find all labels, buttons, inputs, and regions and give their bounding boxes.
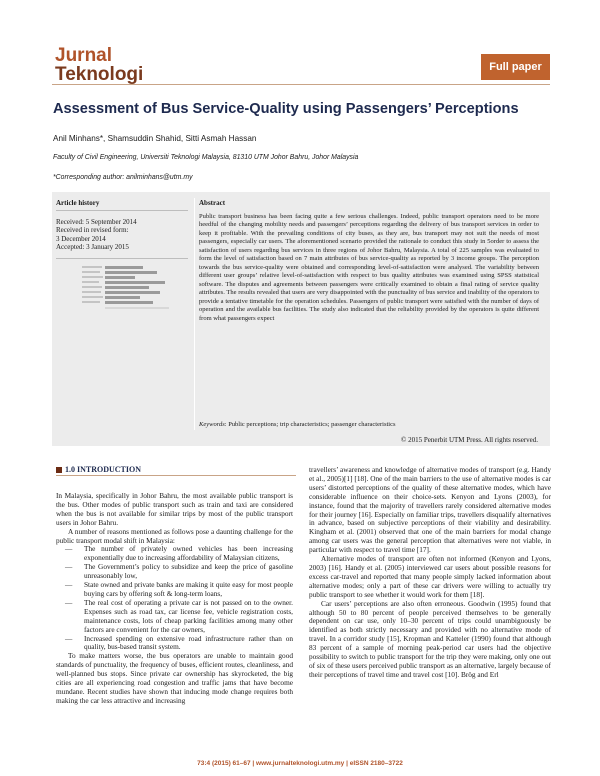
paper-title: Assessment of Bus Service-Quality using Passengers’ Perceptions (53, 101, 519, 117)
bullet-dash: — (65, 544, 73, 554)
history-line: Accepted: 3 January 2015 (56, 243, 129, 252)
full-paper-badge: Full paper (481, 54, 550, 80)
right-column (309, 466, 551, 680)
graphical-abstract-rule (56, 258, 188, 259)
affiliation: Faculty of Civil Engineering, Universiti Teknologi Malaysia, 81310 UTM Johor Bahru, Johor Malaysia (53, 154, 359, 161)
bullet-item: — Increased spending on extensive road infrastructure rather than on quality, bus-based transit system. (65, 633, 293, 652)
section-heading (56, 465, 141, 474)
paragraph: In Malaysia, specifically in Johor Bahru, the most available public transport is the bus. Other modes of public transport such as train and taxi are considered when the bus is not available for similar trips by most of the public transport users in Johor Bahru. (56, 491, 293, 527)
bullet-item: — The real cost of operating a private car is not passed on to the owner. Expenses such as road tax, car license fee, vehicle registration costs, maintenance costs, lots of cheap parking facilities among many other factors are convenient for the car owners, (65, 597, 293, 634)
paragraph: Alternative modes of transport are often not informed (Kenyon and Lyons, 2003) [16]. Handy et al. (2005) interviewed car users about possible reasons for excess car-travel and reported that many people simply lacked information about alternative modes; only a part of these car drivers were willing to actually try public transport to see whether it would work for them [18]. (309, 554, 551, 599)
abstract-heading: Abstract (199, 199, 226, 207)
history-line: Received: 5 September 2014 (56, 218, 137, 226)
history-rule (56, 210, 188, 211)
abstract-body: Public transport business has been facing quite a few serious challenges. Indeed, public transport operators need to be more heedful of the changing mobility needs and passengers’ perceptions regarding the delivery of bus transport services in order to keep it profitable. With the prevailing conditions of city buses, as they are, bus transport may not suit the needs of most passengers, especially car users. The aforementioned scenario provided the rationale to conduct this study in 5order to assess the satisfaction of users regarding bus services in three regions of Johor Bahru, Malaysia. A total of 225 samples was evaluated to form the level of satisfaction based on 7 main attributes of bus service-quality as reported by 3 income groups. The perception towards the bus service-quality were obtained and corresponding level-of-satisfaction were analysed. The variability between different user groups’ relative level-of-satisfaction with respect to bus quality attributes was examined using SPSS statistical software. The disputes and agreements between passengers were critically examined to obtain a final rating of service quality attributes. The results revealed that users are very disappointed with the punctuality of bus service and inability of the operators to provide a tentative timetable for the operation schedules. Passengers of public transport were satisfied with the number of days of operation and the available bus facilities. The study also indicated that the reliability provided by the operators is quite different from what passengers expect (199, 213, 539, 322)
paragraph: Car users’ perceptions are also often erroneous. Goodwin (1995) found that although 50 to 80 percent of people perceived themselves to be generally dependent on car use, only 10–30 percent of trips could unambiguously be identified as both strictly necessary and provided with no alternative mode of travel. In a corridor study [15], Kropman and Katteler (1990) found that although 83 percent of a sample of morning peak-period car users had the objective possibility to switch to public transport for the trip they were making, only one out of six of these users perceived public transport as an alternative, largely because of their perceptions of travel time and travel cost [10]. Brög and Erl (309, 598, 551, 679)
history-line: 3 December 2014 (56, 234, 106, 243)
keywords-list: : Public perceptions; trip characteristics; passenger characteristics (224, 421, 396, 428)
section-marker (56, 467, 62, 473)
article-history (56, 218, 191, 252)
bullet-dash: — (65, 580, 73, 590)
journal-name-line2: Teknologi (55, 64, 144, 85)
bullet-item: — The number of privately owned vehicles has been increasing exponentially due to increasing affordability of Malaysian citizens, (65, 544, 293, 563)
history-line: Received in revised form: (56, 226, 129, 235)
graphical-abstract-chart (79, 262, 172, 314)
bullet-dash: — (65, 562, 73, 572)
bullet-dash: — (65, 597, 73, 607)
info-box-divider (194, 198, 195, 430)
section-title: 1.0 INTRODUCTION (65, 465, 142, 474)
left-column (56, 492, 293, 706)
bullet-dash: — (65, 633, 73, 643)
paragraph: A number of reasons mentioned as follows pose a daunting challenge for the public transport modal shift in Malaysia: (56, 526, 293, 545)
bullet-item: — State owned and private banks are making it quite easy for most people buying cars by offering soft & long-term loans, (65, 580, 293, 598)
paragraph: travellers’ awareness and knowledge of alternative modes of transport (e.g. Handy et al., 2005)[1] [18]. One of the main barriers to the use of alternative modes is car users’ distorted perceptions of the quality of these alternative modes, which have considerable influence on their choice-sets. Kenyon and Lyons (2003), for instance, found that the majority of travellers rarely considered alternative modes for their journey [16]. Especially on familiar trips, travellers disqualify alternatives in advance, based on subjective perceptions of their viability and desirability. Kingham et al. (2001) observed that one of the main barriers for modal change among car users was the general perception that alternatives were not viable, in particular with respect to travel time [17]. (309, 465, 551, 555)
bullet-item: — The Government’s policy to subsidize and keep the price of gasoline unreasonably low, (65, 562, 293, 581)
journal-logo (55, 46, 143, 84)
article-history-heading: Article history (56, 199, 100, 207)
section-rule (56, 475, 296, 476)
author-list: Anil Minhans*, Shamsuddin Shahid, Sitti Asmah Hassan (53, 134, 257, 143)
page-footer: 73:4 (2015) 61–67 | www.jurnalteknologi.utm.my | eISSN 2180–3722 (197, 760, 403, 767)
paragraph: To make matters worse, the bus operators are unable to maintain good standards of punctuality, the frequency of buses, efficient routes, cleanliness, and well-planned bus stops. Since private car ownership has skyrocketed, the big cities are all experiencing road congestion and traffic jams that have become mundane. Recent studies have shown that inducing mode change requires both making the car less attractive and increasing (56, 651, 293, 705)
keywords (199, 421, 396, 428)
journal-name-line1: Jurnal (55, 45, 113, 66)
copyright: © 2015 Penerbit UTM Press. All rights reserved. (401, 436, 538, 444)
corresponding-author: *Corresponding author: anilminhans@utm.my (53, 174, 193, 181)
keywords-label: Keywords (199, 421, 225, 428)
header-divider (52, 84, 550, 85)
